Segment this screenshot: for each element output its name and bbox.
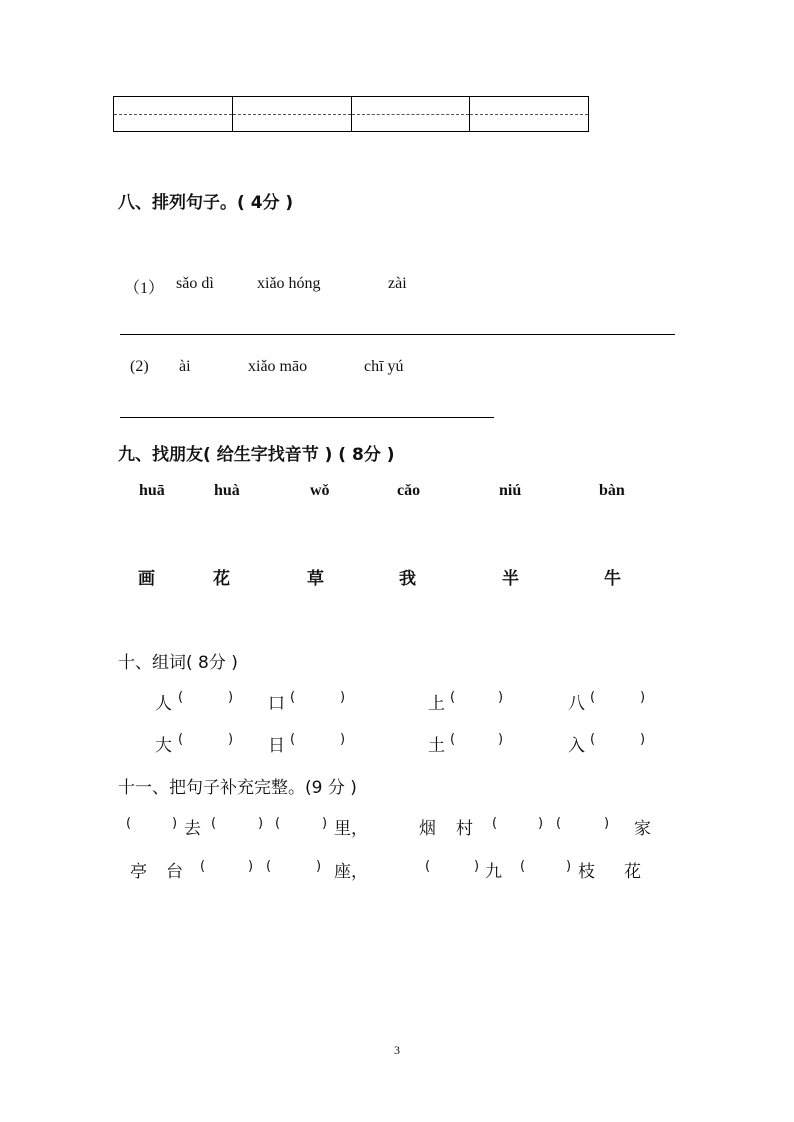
poem-char: 里， (334, 819, 368, 839)
grid-cell[interactable] (233, 97, 352, 131)
pinyin-1: huā (139, 482, 165, 499)
poem-char: 枝 (578, 862, 595, 882)
blank-close: ) (640, 690, 646, 705)
blank-close: ) (498, 732, 504, 747)
section8-item1-word3: zài (388, 275, 407, 292)
char-3: 草 (307, 569, 324, 589)
blank-close: ) (228, 732, 234, 747)
blank-close: ) (538, 816, 544, 831)
poem-char: 村 (456, 819, 473, 839)
section8-item1-number: （1） (124, 280, 165, 297)
blank-open[interactable]: ( (200, 859, 206, 874)
char-2: 花 (213, 569, 230, 589)
answer-line-1[interactable] (120, 334, 675, 335)
char-6: 牛 (604, 569, 621, 589)
blank-open[interactable]: ( (126, 816, 132, 831)
blank-close: ) (172, 816, 178, 831)
section8-item1-word2: xiǎo hóng (257, 275, 321, 292)
blank-open[interactable]: ( (266, 859, 272, 874)
poem-char: 座， (334, 862, 368, 882)
blank-open[interactable]: ( (556, 816, 562, 831)
poem-char: 烟 (419, 819, 436, 839)
pinyin-2: huà (214, 482, 240, 499)
pinyin-5: niú (499, 482, 522, 499)
blank-open[interactable]: ( (590, 732, 596, 747)
pinyin-4: cǎo (397, 482, 421, 499)
char-1: 画 (138, 569, 155, 589)
blank-open[interactable]: ( (492, 816, 498, 831)
word-stem: 日 (268, 736, 285, 756)
blank-open[interactable]: ( (450, 690, 456, 705)
blank-close: ) (498, 690, 504, 705)
writing-grid (113, 96, 589, 132)
blank-open[interactable]: ( (290, 690, 296, 705)
blank-open[interactable]: ( (450, 732, 456, 747)
word-stem: 口 (268, 694, 285, 714)
grid-cell[interactable] (470, 97, 588, 131)
blank-close: ) (604, 816, 610, 831)
section8-item1-word1: sǎo dì (176, 275, 214, 292)
section8-title: 八、排列句子。( 4分 ) (118, 193, 294, 213)
blank-open[interactable]: ( (275, 816, 281, 831)
blank-open[interactable]: ( (211, 816, 217, 831)
word-stem: 上 (428, 694, 445, 714)
blank-close: ) (258, 816, 264, 831)
blank-close: ) (322, 816, 328, 831)
section10-title: 十、组词( 8分 ) (118, 653, 238, 673)
pinyin-3: wǒ (310, 482, 330, 499)
section8-item2-word1: ài (179, 358, 191, 375)
section8-item2-word2: xiǎo māo (248, 358, 308, 375)
blank-close: ) (566, 859, 572, 874)
section8-item2-number: (2) (130, 358, 149, 375)
blank-close: ) (340, 690, 346, 705)
blank-close: ) (248, 859, 254, 874)
answer-line-2[interactable] (120, 417, 494, 418)
blank-open[interactable]: ( (290, 732, 296, 747)
poem-char: 去 (184, 819, 201, 839)
blank-open[interactable]: ( (178, 690, 184, 705)
blank-open[interactable]: ( (425, 859, 431, 874)
blank-close: ) (640, 732, 646, 747)
blank-open[interactable]: ( (178, 732, 184, 747)
word-stem: 土 (428, 736, 445, 756)
poem-char: 亭 (130, 862, 147, 882)
blank-close: ) (228, 690, 234, 705)
blank-close: ) (316, 859, 322, 874)
word-stem: 入 (568, 736, 585, 756)
char-4: 我 (399, 569, 416, 589)
page-number: 3 (394, 1043, 400, 1057)
blank-close: ) (340, 732, 346, 747)
word-stem: 人 (155, 694, 172, 714)
word-stem: 大 (155, 736, 172, 756)
section9-title: 九、找朋友( 给生字找音节 ) ( 8分 ) (118, 445, 395, 465)
poem-char: 家 (634, 819, 651, 839)
blank-open[interactable]: ( (520, 859, 526, 874)
blank-open[interactable]: ( (590, 690, 596, 705)
word-stem: 八 (568, 694, 585, 714)
poem-char: 台 (166, 862, 183, 882)
blank-close: ) (474, 859, 480, 874)
section11-title: 十一、把句子补充完整。(9 分 ) (118, 778, 357, 798)
grid-cell[interactable] (114, 97, 233, 131)
section8-item2-word3: chī yú (364, 358, 404, 375)
char-5: 半 (502, 569, 519, 589)
poem-char: 花 (624, 862, 641, 882)
grid-cell[interactable] (352, 97, 471, 131)
pinyin-6: bàn (599, 482, 625, 499)
poem-char: 九 (485, 862, 502, 882)
